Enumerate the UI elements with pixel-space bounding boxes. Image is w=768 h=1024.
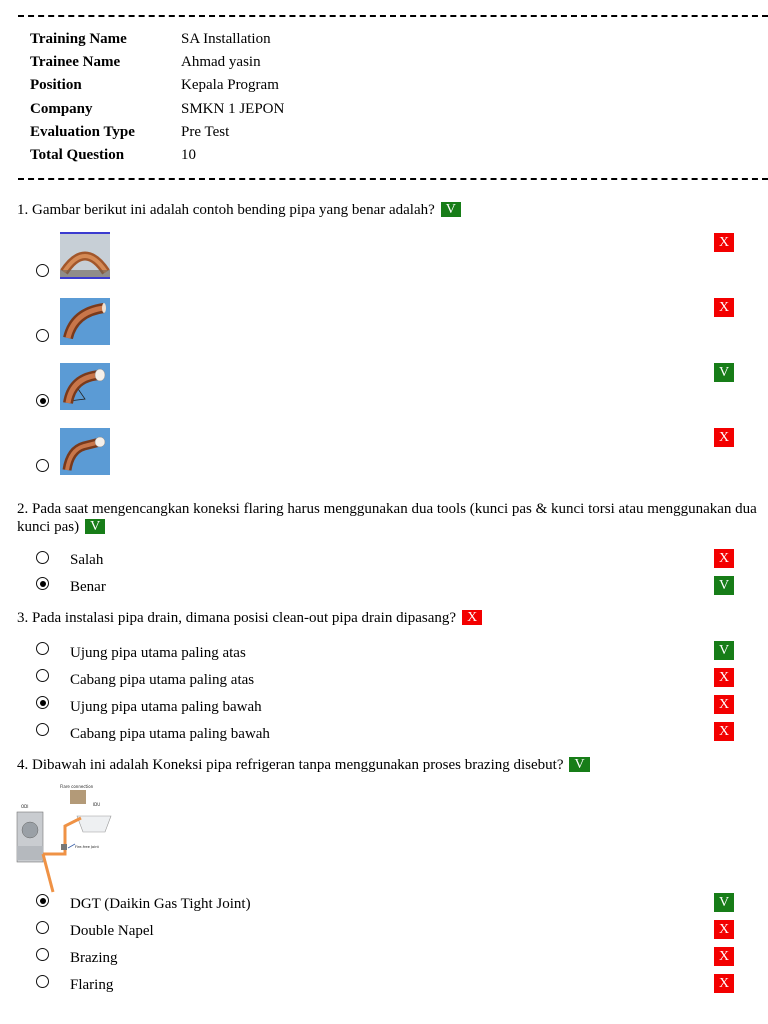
bend-kinked-image [60,428,110,475]
answer-mark: X [714,920,734,939]
answer-label: DGT (Daikin Gas Tight Joint) [70,896,251,912]
answer-mark: V [714,641,734,660]
question-3 [17,609,482,627]
answer-radio[interactable] [36,264,49,277]
info-label: Company [30,100,93,117]
answer-radio[interactable] [36,975,49,988]
info-label: Evaluation Type [30,123,135,140]
question-result-badge: V [85,519,105,534]
diagram-label-flare: Flare connection [60,784,94,789]
bend-photo-image [60,232,110,279]
answer-label: Salah [70,552,104,568]
answer-mark: X [714,722,734,741]
bottom-dashed-divider [18,178,768,180]
answer-radio[interactable] [36,669,49,682]
info-value: Ahmad yasin [181,54,261,71]
question-text: 1. Gambar berikut ini adalah contoh bending pipa yang benar adalah? [17,202,435,218]
info-value: 10 [181,146,196,163]
answer-mark: X [714,428,734,447]
answer-radio[interactable] [36,394,49,407]
answer-mark: X [714,695,734,714]
answer-radio[interactable] [36,329,49,342]
info-label: Total Question [30,146,125,163]
answer-label: Ujung pipa utama paling atas [70,645,246,661]
answer-mark: X [714,549,734,568]
bend-radius-image [60,363,110,410]
answer-radio[interactable] [36,551,49,564]
answer-radio[interactable] [36,459,49,472]
answer-radio[interactable] [36,696,49,709]
top-dashed-divider [18,15,768,17]
answer-radio[interactable] [36,921,49,934]
answer-mark: X [714,298,734,317]
info-label: Position [30,77,82,94]
answer-label: Cabang pipa utama paling bawah [70,726,270,742]
question-text: 2. Pada saat mengencangkan koneksi flaring harus menggunakan dua tools (kunci pas & kunci torsi atau menggunakan dua kunci pas) [17,501,757,535]
answer-radio[interactable] [36,894,49,907]
info-value: SA Installation [181,31,271,47]
refrigerant-piping-diagram [15,782,115,894]
answer-label: Double Napel [70,923,154,939]
info-value: SMKN 1 JEPON [181,100,285,117]
answer-radio[interactable] [36,948,49,961]
answer-label: Benar [70,579,106,595]
answer-label: Ujung pipa utama paling bawah [70,699,262,715]
answer-label: Brazing [70,950,118,966]
question-text: 4. Dibawah ini adalah Koneksi pipa refrigeran tanpa menggunakan proses brazing disebut? [17,757,564,773]
info-value: Pre Test [181,123,230,140]
answer-mark: X [714,233,734,252]
answer-mark: X [714,947,734,966]
diagram-label-joint: Fire-free Joint [75,845,99,849]
answer-radio[interactable] [36,577,49,590]
diagram-label-odi: ODI [21,804,29,809]
question-4 [17,756,590,774]
question-result-badge: V [569,757,589,772]
answer-radio[interactable] [36,642,49,655]
answer-label: Cabang pipa utama paling atas [70,672,255,688]
info-label: Training Name [30,31,127,47]
question-text: 3. Pada instalasi pipa drain, dimana posisi clean-out pipa drain dipasang? [17,610,457,626]
answer-label: Flaring [70,977,114,993]
answer-radio[interactable] [36,723,49,736]
info-label: Trainee Name [30,54,121,71]
question-1 [17,201,461,219]
question-2 [17,500,768,536]
question-result-badge: V [441,202,461,217]
answer-mark: V [714,576,734,595]
answer-mark: V [714,893,734,912]
question-result-badge: X [462,610,482,625]
diagram-label-idu: IDU [93,802,101,807]
bend-curve-image [60,298,110,345]
info-value: Kepala Program [181,77,279,94]
answer-mark: X [714,668,734,687]
answer-mark: X [714,974,734,993]
answer-mark: V [714,363,734,382]
